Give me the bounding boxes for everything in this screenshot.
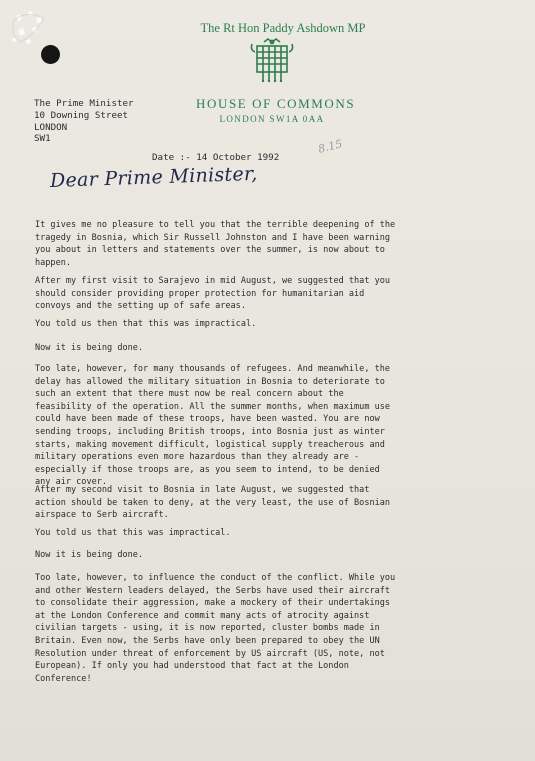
letter-date: Date :- 14 October 1992	[152, 152, 280, 163]
paragraph	[35, 275, 455, 313]
handwritten-salutation: Dear Prime Minister,	[49, 162, 258, 192]
text-line: starts, making movement difficult, logistical supply treacherous and	[35, 439, 385, 450]
text-line: action should be taken to deny, at the very least, the use of Bosnian	[35, 497, 391, 508]
text-line: at the London Conference and commit many acts of atrocity against	[35, 610, 370, 621]
text-line: delay has allowed the military situation in Bosnia to deteriorate to	[35, 376, 385, 387]
paragraph	[35, 549, 455, 562]
text-line: European). If only you had understood that fact at the London	[35, 661, 349, 672]
recipient-line: 10 Downing Street	[34, 109, 129, 121]
text-line: and other Western leaders delayed, the Serbs have used their aircraft	[35, 585, 391, 596]
text-line: Too late, however, for many thousands of refugees. And meanwhile, the	[35, 364, 391, 374]
paragraph	[35, 219, 455, 269]
text-line: you about in letters and statements over the summer, is now about to	[35, 245, 385, 256]
recipient-line: LONDON	[34, 121, 68, 133]
paragraph	[35, 484, 455, 522]
paragraph	[35, 527, 455, 540]
recipient-line: The Prime Minister	[34, 98, 134, 109]
text-line: You told us that this was impractical.	[35, 528, 231, 538]
portcullis-icon	[250, 38, 294, 84]
text-line: airspace to Serb aircraft.	[35, 510, 169, 521]
text-line: sending troops, including British troops, into Bosnia just as winter	[35, 426, 385, 437]
text-line: convoys and the setting up of safe areas.	[35, 301, 246, 312]
paragraph	[35, 318, 455, 331]
text-line: happen.	[35, 257, 72, 268]
text-line: After my first visit to Sarajevo in mid August, we suggested that you	[35, 276, 391, 286]
text-line: Resolution under threat of enforcement by US aircraft (US, note, not	[35, 648, 385, 659]
text-line: civilian targets - using, it is now reported, cluster bombs made in	[35, 623, 380, 634]
text-line: Now it is being done.	[35, 550, 144, 560]
punch-hole	[41, 45, 60, 64]
text-line: any air cover.	[35, 477, 108, 488]
paragraph	[35, 572, 455, 685]
text-line: tragedy in Bosnia, which Sir Russell Johnston and I have been warning	[35, 232, 391, 243]
text-line: should consider providing proper protection for humanitarian aid	[35, 288, 365, 299]
text-line: such an extent that there must now be real concern about the	[35, 389, 344, 400]
text-line: especially if those troops are, as you seem to intend, to be denied	[35, 464, 380, 475]
house-of-commons-heading: HOUSE OF COMMONS	[196, 96, 356, 111]
text-line: Now it is being done.	[35, 343, 144, 353]
text-line: You told us then that this was impractical.	[35, 319, 257, 329]
text-line: feasibility of the operation. All the summer months, when maximum use	[35, 401, 391, 412]
recipient-line: SW1	[34, 133, 51, 145]
house-of-commons-address: LONDON SW1A 0AA	[219, 114, 325, 124]
pencil-annotation: 8.15	[316, 137, 344, 156]
smudge-mark	[6, 8, 54, 50]
text-line: Conference!	[35, 673, 92, 684]
paragraph	[35, 342, 455, 355]
text-line: It gives me no pleasure to tell you that the terrible deepening of the	[35, 220, 396, 230]
text-line: After my second visit to Bosnia in late August, we suggested that	[35, 485, 370, 495]
text-line: could have been made of these troops, have been wasted. You are now	[35, 414, 380, 425]
letterhead-name: The Rt Hon Paddy Ashdown MP	[200, 21, 366, 35]
paragraph	[35, 363, 455, 489]
text-line: military operations even more hazardous than they already are -	[35, 452, 360, 463]
text-line: Too late, however, to influence the conduct of the conflict. While you	[35, 573, 396, 583]
text-line: Britain. Even now, the Serbs have only been prepared to obey the UN	[35, 635, 380, 646]
text-line: to consolidate their aggression, make a mockery of their undertakings	[35, 598, 391, 609]
recipient-address	[34, 98, 134, 145]
